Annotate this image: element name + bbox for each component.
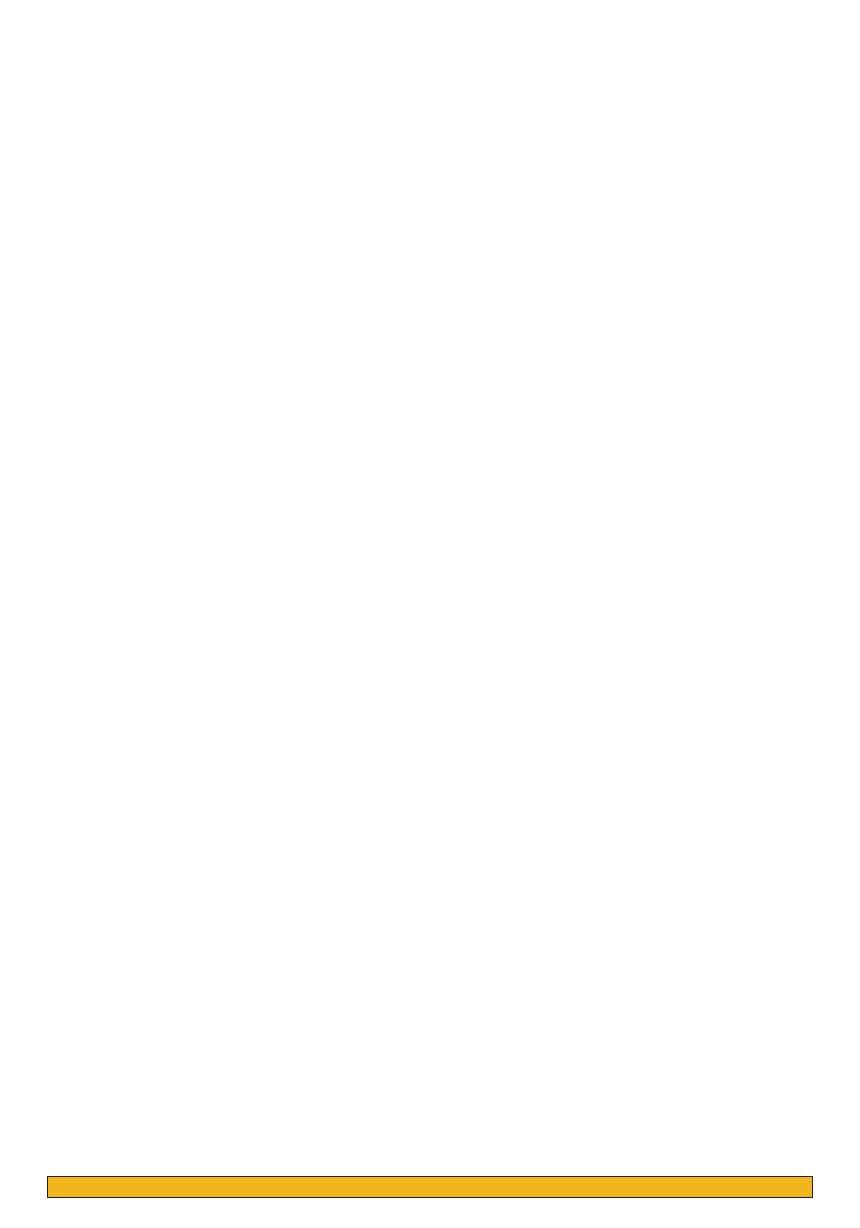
footer-banner [47, 1176, 813, 1198]
